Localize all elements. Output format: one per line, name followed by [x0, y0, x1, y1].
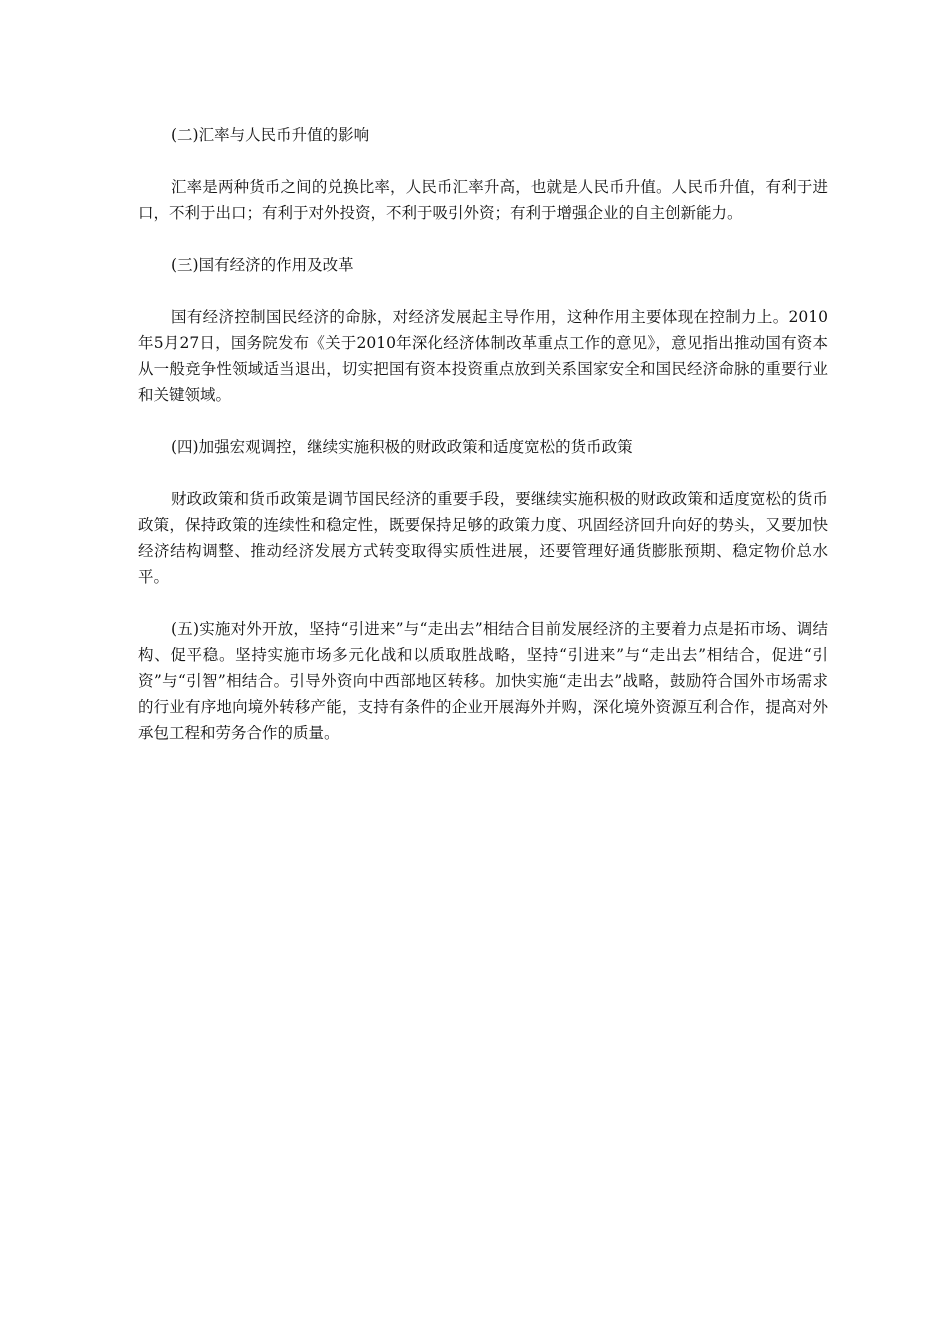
document-body — [138, 122, 828, 772]
section-paragraph-4: 财政政策和货币政策是调节国民经济的重要手段，要继续实施积极的财政政策和适度宽松的货币政策，保持政策的连续性和稳定性，既要保持足够的政策力度、巩固经济回升向好的势头，又要加快经济结构调整、推动经济发展方式转变取得实质性进展，还要管理好通货膨胀预期、稳定物价总水平。 — [138, 490, 828, 586]
section-paragraph-5: (五)实施对外开放，坚持“引进来”与“走出去”相结合目前发展经济的主要着力点是拓市场、调结构、促平稳。坚持实施市场多元化战和以质取胜战略，坚持“引进来”与“走出去”相结合，促进“引资”与“引智”相结合。引导外资向中西部地区转移。加快实施“走出去”战略，鼓励符合国外市场需求的行业有序地向境外转移产能，支持有条件的企业开展海外并购，深化境外资源互利合作，提高对外承包工程和劳务合作的质量。 — [138, 620, 828, 742]
section-heading-3: (三)国有经济的作用及改革 — [171, 256, 354, 274]
section-paragraph-2: 汇率是两种货币之间的兑换比率，人民币汇率升高，也就是人民币升值。人民币升值，有利于进口，不利于出口；有利于对外投资，不利于吸引外资；有利于增强企业的自主创新能力。 — [138, 178, 828, 222]
section-heading-4: (四)加强宏观调控，继续实施积极的财政政策和适度宽松的货币政策 — [171, 438, 633, 456]
section-paragraph-3: 国有经济控制国民经济的命脉，对经济发展起主导作用，这种作用主要体现在控制力上。2010年5月27日，国务院发布《关于2010年深化经济体制改革重点工作的意见》，意见指出推动国有资本从一般竞争性领域适当退出，切实把国有资本投资重点放到关系国家安全和国民经济命脉的重要行业和关键领域。 — [138, 308, 828, 404]
section-heading-2: (二)汇率与人民币升值的影响 — [171, 126, 370, 144]
